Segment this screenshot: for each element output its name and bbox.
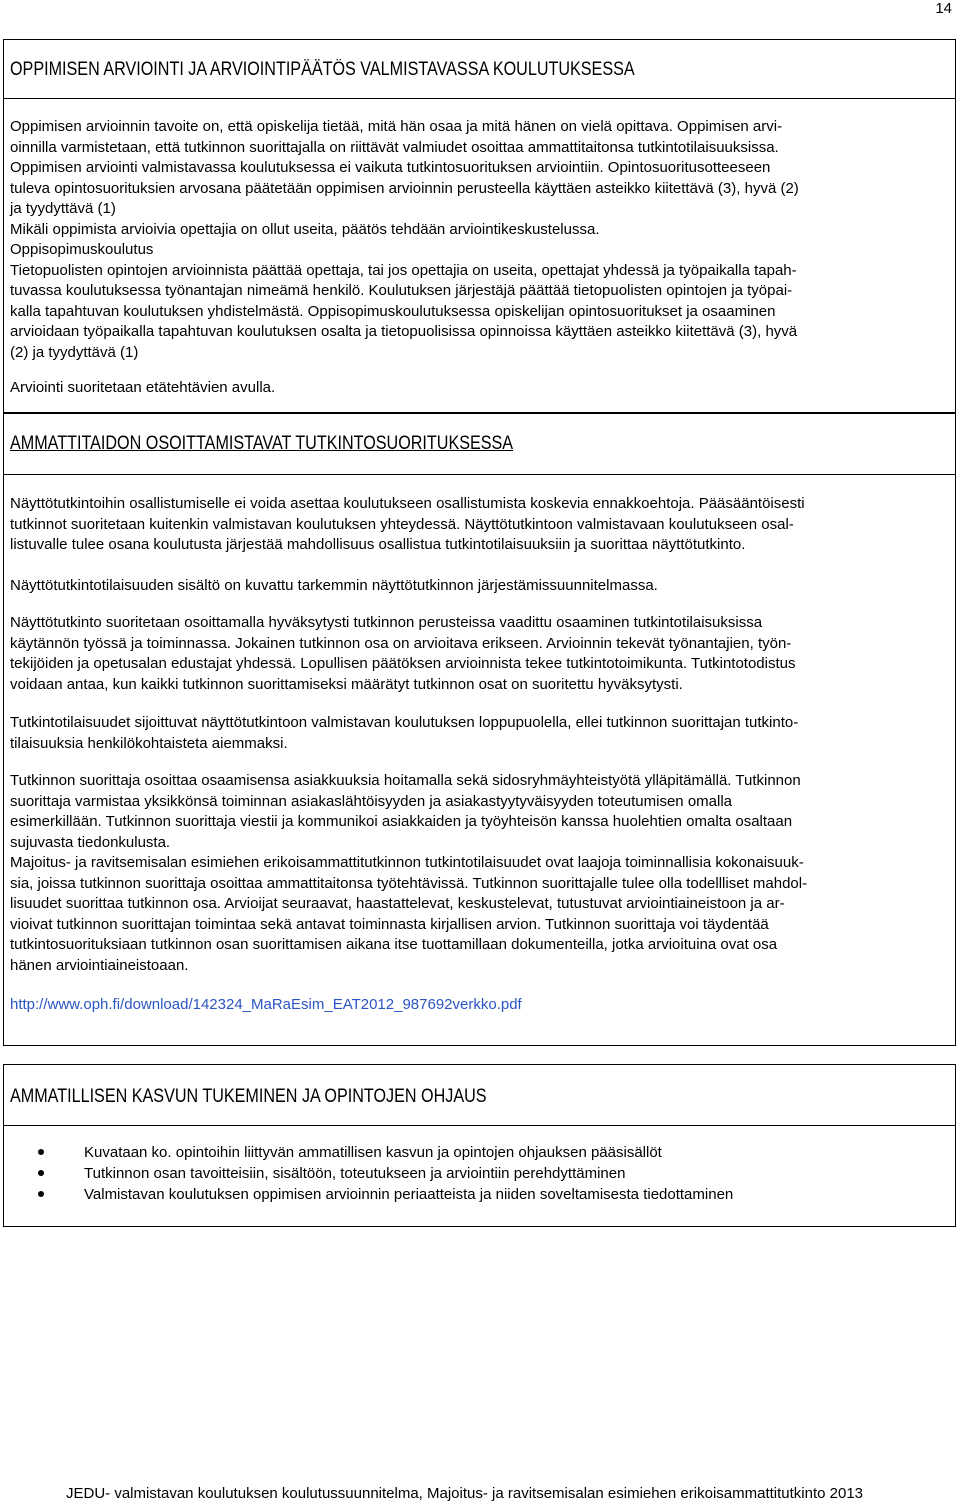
list-item <box>38 1184 733 1205</box>
section-2-body <box>10 494 938 1016</box>
text-line: voidaan antaa, kun kaikki tutkinnon suorittamiseksi määrätyt tutkinnon osat on suoritettu hyväksytysti. <box>10 675 683 693</box>
text-line: tilaisuuksia henkilökohtaisteta aiemmaksi. <box>10 734 288 752</box>
text-line: Tietopuolisten opintojen arvioinnista päättää opettaja, tai jos opettajia on useita, opettajat yhdessä ja työpaikalla tapah- <box>10 261 797 279</box>
paragraph <box>10 494 938 556</box>
text-line: tuleva opintosuorituksien arvosana päätetään oppimisen arvioinnin perusteella käyttäen asteikko kiitettävä (3), hyvä (2) <box>10 179 799 197</box>
reference-link[interactable]: http://www.oph.fi/download/142324_MaRaEsim_EAT2012_987692verkko.pdf <box>10 996 522 1013</box>
list-item <box>38 1142 733 1163</box>
text-line: Oppimisen arviointi valmistavassa koulutuksessa ei vaikuta tutkintosuorituksen arviointiin. Opintosuoritusotteeseen <box>10 159 771 176</box>
text-line: esimerkillään. Tutkinnon suorittaja viestii ja kommunikoi asiakkaiden ja työyhteisön kanssa huolehtien omalta osaltaan <box>10 813 793 830</box>
text-line: hänen arviointiaineistoaan. <box>10 956 189 974</box>
list-item <box>38 1163 733 1184</box>
text-line: Näyttötutkinto suoritetaan osoittamalla hyväksytysti tutkinnon perusteissa vaadittu osaaminen tutkintotilaisuksissa <box>10 614 763 631</box>
section-3-bullet-list <box>38 1142 733 1205</box>
section-3-title: AMMATILLISEN KASVUN TUKEMINEN JA OPINTOJEN OHJAUS <box>10 1086 487 1107</box>
section-1-body <box>10 117 938 363</box>
text-line: lisuudet suorittaa tutkinnon osa. Arvioijat seuraavat, haastattelevat, keskustelevat, tutustuvat arviointiaineistoon ja ar- <box>10 895 785 912</box>
text-line: Näyttötutkintotilaisuuden sisältö on kuvattu tarkemmin näyttötutkinnon järjestämissuunnitelmassa. <box>10 576 658 594</box>
text-line: tutkinnot suoritetaan kuitenkin valmistavan koulutuksen yhteydessä. Näyttötutkintoon valmistavaan koulutukseen osal- <box>10 515 794 533</box>
bullet-icon <box>38 1149 44 1155</box>
text-line: oinnilla varmistetaan, että tutkinnon suorittajalla on riittävät valmiudet osoittaa ammattitaitonsa tutkintotilaisuuksissa. <box>10 138 779 156</box>
paragraph <box>10 713 938 754</box>
page-number: 14 <box>935 0 952 17</box>
text-line: vioivat tutkinnon suorittajan toimintaa sekä antavat toiminnasta kirjallisen arvion. Tutkinnon suorittaja voi täydentää <box>10 915 769 933</box>
list-item-text: Valmistavan koulutuksen oppimisen arvioinnin periaatteista ja niiden soveltamisesta tiedottaminen <box>84 1186 734 1203</box>
paragraph <box>10 576 938 597</box>
text-line: Mikäli oppimista arvioivia opettajia on ollut useita, päätös tehdään arviointikeskustelussa. <box>10 220 600 238</box>
text-line: tuvassa koulutuksessa työnantajan nimeämä henkilö. Koulutuksen järjestäjä päättää tietopuolisten opintojen ja työpai- <box>10 282 793 299</box>
list-item-text: Kuvataan ko. opintoihin liittyvän ammatillisen kasvun ja opintojen ohjauksen pääsisällöt <box>84 1144 662 1161</box>
text-line: käytännön työssä ja toiminnassa. Jokainen tutkinnon osa on arvioitava erikseen. Arvioinnin tekevät työnantajien, työn- <box>10 634 792 652</box>
text-line: arvioidaan työpaikalla tapahtuvan koulutuksen osalta ja tietopuolisissa opinnoissa käyttäen asteikko kiitettävä (3), hyvä <box>10 323 798 340</box>
paragraph <box>10 771 938 976</box>
section-2-divider <box>3 474 956 475</box>
text-line: kalla tapahtuvan koulutuksen yhdistelmästä. Oppisopimuskoulutuksessa opiskelijan opintosuoritukset ja osaaminen <box>10 302 776 320</box>
text-line: sia, joissa tutkinnon suorittaja osoittaa ammattitaitonsa työtehtävissä. Tutkinnon suorittajalle tulee olla todellliset mahdol- <box>10 874 808 892</box>
text-line: (2) ja tyydyttävä (1) <box>10 343 139 361</box>
paragraph <box>10 995 938 1016</box>
section-1-title: OPPIMISEN ARVIOINTI JA ARVIOINTIPÄÄTÖS VALMISTAVASSA KOULUTUKSESSA <box>10 59 635 80</box>
footer: JEDU- valmistavan koulutuksen koulutussuunnitelma, Majoitus- ja ravitsemisalan esimiehen erikoisammattitutkinto 2013 <box>66 1485 864 1502</box>
text-line: Tutkintotilaisuudet sijoittuvat näyttötutkintoon valmistavan koulutuksen loppupuolella, ellei tutkinnon suorittajan tutkinto- <box>10 714 799 731</box>
bullet-icon <box>38 1170 44 1176</box>
text-line: sujuvasta tiedonkulusta. <box>10 833 171 851</box>
text-line: listuvalle tulee osana koulutusta järjestää mahdollisuus osallistua tutkintotilaisuuksiin ja suorittaa näyttötutkinto. <box>10 536 746 553</box>
section-2-title: AMMATTITAIDON OSOITTAMISTAVAT TUTKINTOSUORITUKSESSA <box>10 433 514 454</box>
section-1-divider <box>3 98 956 99</box>
list-item-text: Tutkinnon osan tavoitteisiin, sisältöön, toteutukseen ja arviointiin perehdyttäminen <box>84 1165 626 1182</box>
subheading-oppisopimus: Oppisopimuskoulutus <box>10 241 154 258</box>
section-3-divider <box>3 1125 956 1126</box>
text-line: Näyttötutkintoihin osallistumiselle ei voida asettaa koulutukseen osallistumista koskevia ennakkoehtoja. Pääsääntöisesti <box>10 495 805 512</box>
text-line: Tutkinnon suorittaja osoittaa osaamisensa asiakkuuksia hoitamalla sekä sidosryhmäyhteistyötä ylläpitämällä. Tutkinnon <box>10 772 801 789</box>
section-1-closing: Arviointi suoritetaan etätehtävien avulla. <box>10 379 276 396</box>
text-line: suorittaja varmistaa yksikkönsä toiminnan asiakaslähtöisyyden ja asiakastyytyväisyyden toteutumisen omalla <box>10 792 733 810</box>
text-line: tutkintosuorituksiaan tutkinnon osan suorittamisen aikana itse tuottamillaan dokumenteilla, jotka arvioituina ovat osa <box>10 936 778 953</box>
text-line: tekijöiden ja opetusalan edustajat yhdessä. Lopullisen päätöksen arvioinnista tekee tutkintotoimikunta. Tutkintotodistus <box>10 655 796 672</box>
text-line: Oppimisen arvioinnin tavoite on, että opiskelija tietää, mitä hän osaa ja mitä hänen on vielä opittava. Oppimisen arvi- <box>10 118 783 135</box>
bullet-icon <box>38 1191 44 1197</box>
text-line: Majoitus- ja ravitsemisalan esimiehen erikoisammattitutkinnon tutkintotilaisuudet ovat laajoja toiminnallisia kokonaisuuk- <box>10 854 804 871</box>
paragraph <box>10 613 938 695</box>
text-line: ja tyydyttävä (1) <box>10 200 116 217</box>
